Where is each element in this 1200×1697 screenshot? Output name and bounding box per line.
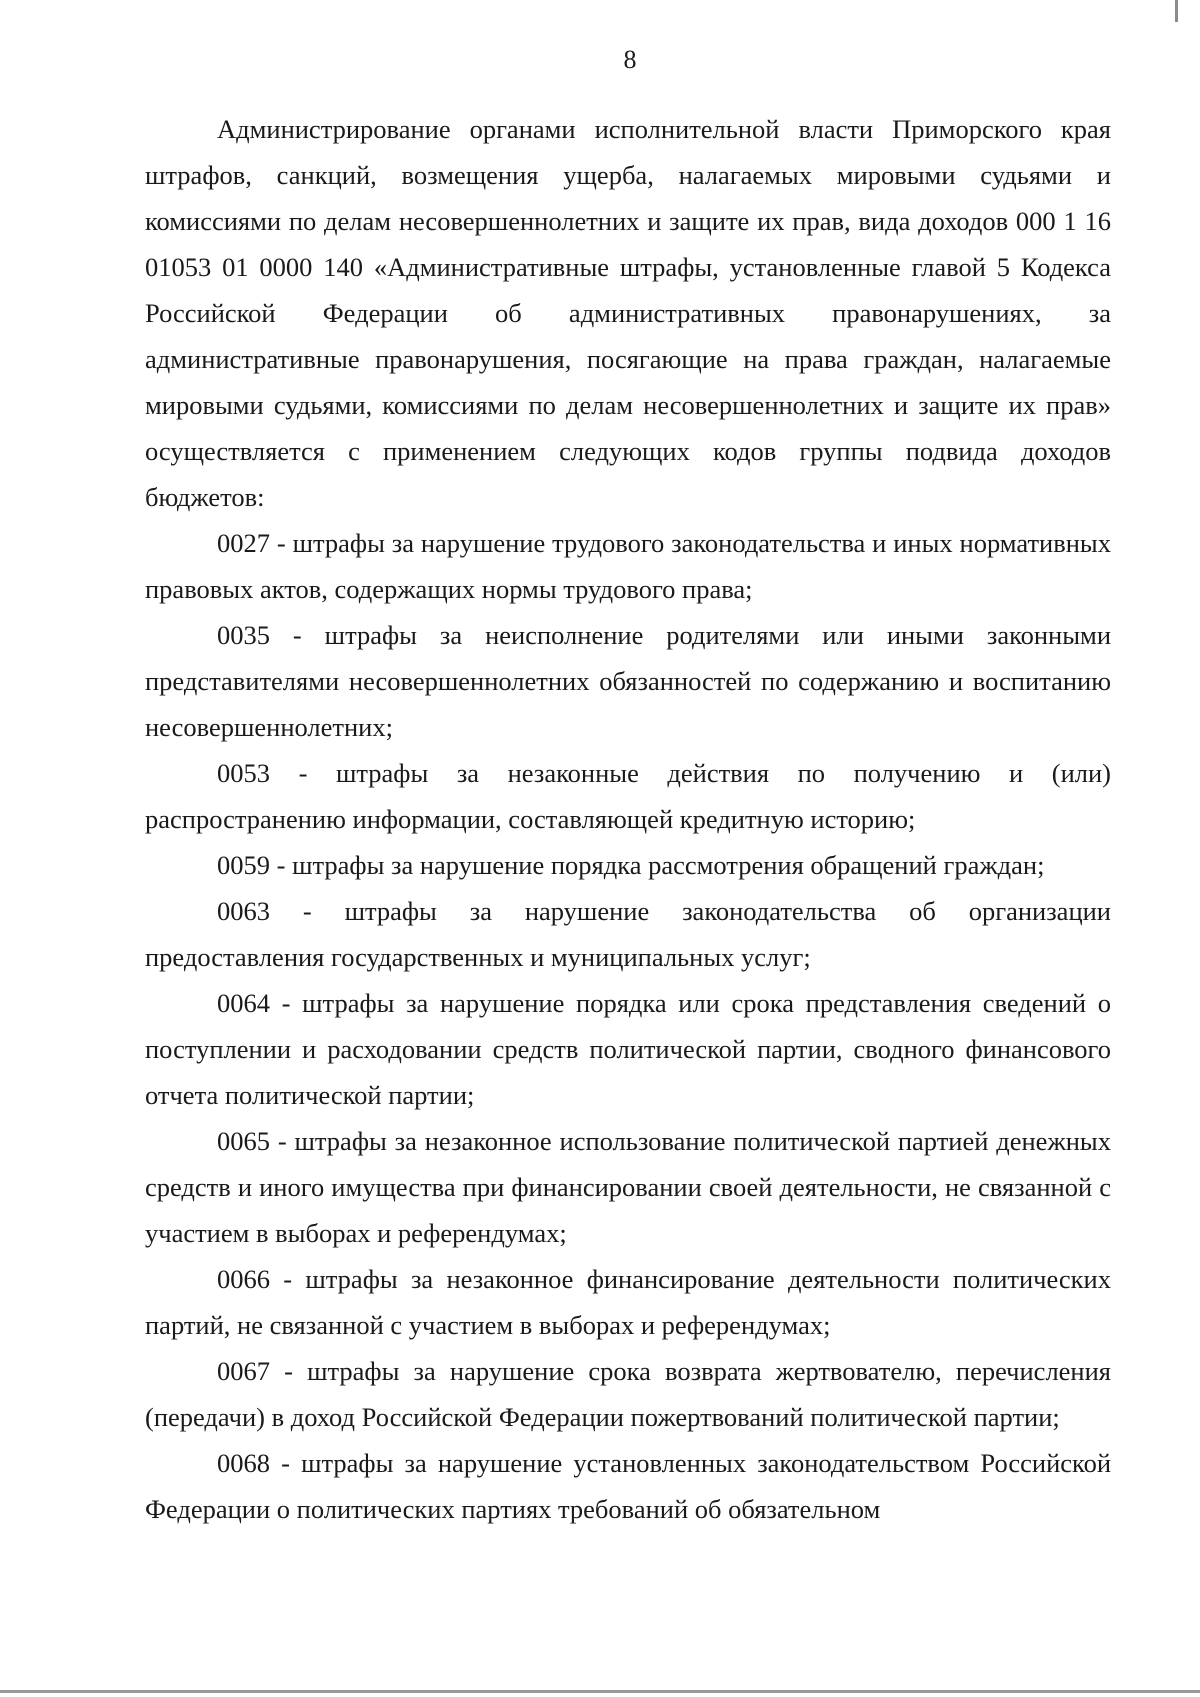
paragraph-code-0065: 0065 - штрафы за незаконное использование политической партией денежных средств и иного имущества при финансировании своей деятельности, не связанной с участием в выборах и референдумах; <box>145 1126 1111 1248</box>
paragraph-code-0027: 0027 - штрафы за нарушение трудового законодательства и иных нормативных правовых актов, содержащих нормы трудового права; <box>145 528 1111 604</box>
scan-bottom-edge <box>0 1690 1200 1693</box>
page-number: 8 <box>623 45 637 74</box>
paragraph-code-0063: 0063 - штрафы за нарушение законодательства об организации предоставления государственных и муниципальных услуг; <box>145 896 1111 972</box>
document-body <box>145 106 1111 1532</box>
paragraph-code-0067: 0067 - штрафы за нарушение срока возврата жертвователю, перечисления (передачи) в доход Российской Федерации пожертвований политической партии; <box>145 1356 1111 1432</box>
paragraph-code-0064: 0064 - штрафы за нарушение порядка или срока представления сведений о поступлении и расходовании средств политической партии, сводного финансового отчета политической партии; <box>145 988 1111 1110</box>
paragraph-code-0068: 0068 - штрафы за нарушение установленных законодательством Российской Федерации о политических партиях требований об обязательном <box>145 1448 1111 1524</box>
paragraph-code-0035: 0035 - штрафы за неисполнение родителями или иными законными представителями несовершеннолетних обязанностей по содержанию и воспитанию несовершеннолетних; <box>145 620 1111 742</box>
scan-edge-mark <box>1175 0 1178 22</box>
paragraph-code-0053: 0053 - штрафы за незаконные действия по получению и (или) распространению информации, составляющей кредитную историю; <box>145 758 1111 834</box>
paragraph-code-0059: 0059 - штрафы за нарушение порядка рассмотрения обращений граждан; <box>217 850 1045 880</box>
paragraph-intro: Администрирование органами исполнительной власти Приморского края штрафов, санкций, возмещения ущерба, налагаемых мировыми судьями и комиссиями по делам несовершеннолетних и защите их прав, вида доходов 000 1 16 01053 01 0000 140 «Административные штрафы, установленные главой 5 Кодекса Российской Федерации об административных правонарушениях, за административные правонарушения, посягающие на права граждан, налагаемые мировыми судьями, комиссиями по делам несовершеннолетних и защите их прав» осуществляется с применением следующих кодов группы подвида доходов бюджетов: <box>145 114 1111 512</box>
paragraph-code-0066: 0066 - штрафы за незаконное финансирование деятельности политических партий, не связанной с участием в выборах и референдумах; <box>145 1264 1111 1340</box>
